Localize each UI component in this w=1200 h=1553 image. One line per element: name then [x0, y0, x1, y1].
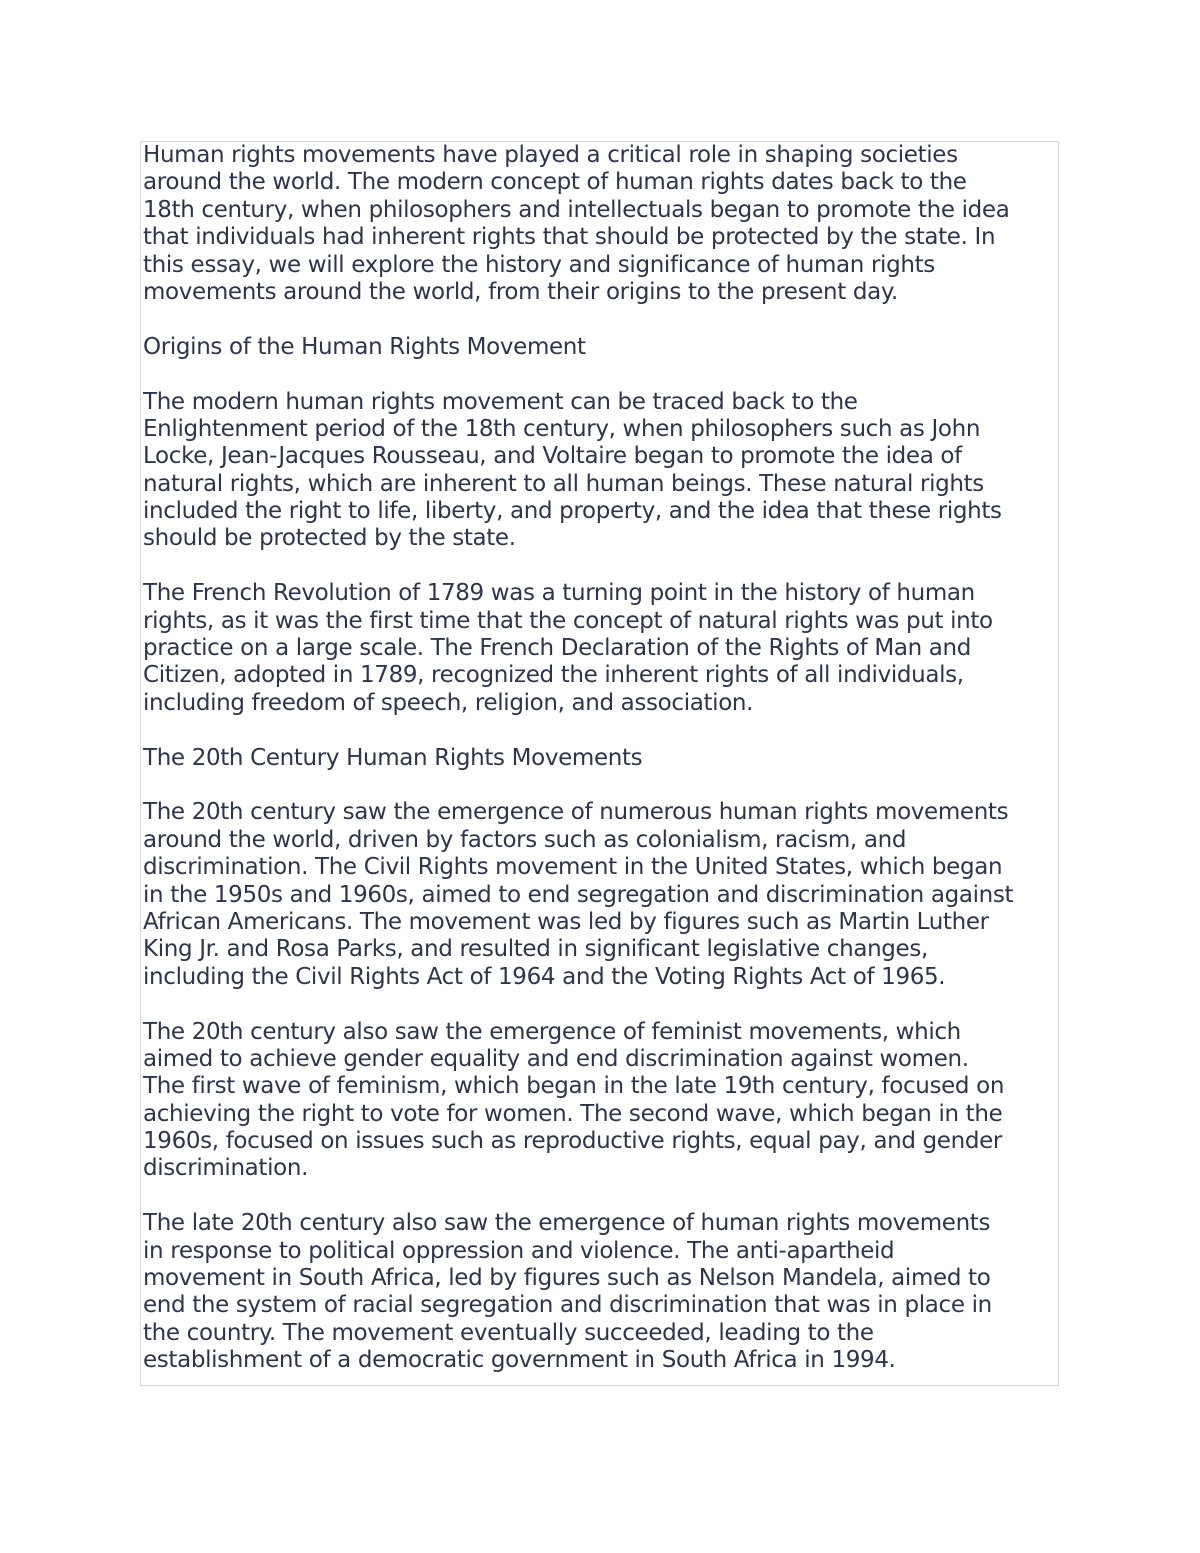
paragraph-text-line: 1960s, focused on issues such as reproductive rights, equal pay, and gender: [143, 1128, 1002, 1155]
paragraph-text-line: in the 1950s and 1960s, aimed to end segregation and discrimination against: [143, 881, 1014, 908]
paragraph-text-line: The late 20th century also saw the emergence of human rights movements: [143, 1210, 991, 1237]
paragraph-text-line: should be protected by the state.: [143, 525, 516, 552]
paragraph-text-line: Enlightenment period of the 18th century, when philosophers such as John: [143, 415, 981, 442]
paragraph-text-line: the country. The movement eventually succeeded, leading to the: [143, 1319, 874, 1346]
body-paragraph: [143, 1210, 1058, 1374]
paragraph-spacer: [143, 306, 1058, 333]
paragraph-spacer: [143, 1183, 1058, 1210]
paragraph-text-line: The French Revolution of 1789 was a turning point in the history of human: [143, 580, 975, 607]
section-heading: [143, 745, 1058, 772]
body-paragraph: [143, 1019, 1058, 1183]
paragraph-text-line: practice on a large scale. The French Declaration of the Rights of Man and: [143, 635, 971, 662]
paragraph-spacer: [143, 772, 1058, 799]
heading-text-line: Origins of the Human Rights Movement: [143, 333, 586, 360]
paragraph-text-line: natural rights, which are inherent to all human beings. These natural rights: [143, 470, 984, 497]
paragraph-text-line: discrimination.: [143, 1155, 309, 1182]
paragraph-spacer: [143, 991, 1058, 1018]
document-body: [141, 142, 1058, 1375]
paragraph-spacer: [143, 361, 1058, 388]
paragraph-text-line: African Americans. The movement was led by figures such as Martin Luther: [143, 908, 989, 935]
paragraph-text-line: establishment of a democratic government in South Africa in 1994.: [143, 1347, 896, 1374]
paragraph-text-line: Human rights movements have played a critical role in shaping societies: [143, 142, 958, 168]
paragraph-text-line: 18th century, when philosophers and intellectuals began to promote the idea: [143, 196, 1010, 223]
paragraph-text-line: Locke, Jean-Jacques Rousseau, and Voltaire began to promote the idea of: [143, 443, 962, 470]
paragraph-text-line: movements around the world, from their origins to the present day.: [143, 278, 898, 305]
paragraph-text-line: King Jr. and Rosa Parks, and resulted in significant legislative changes,: [143, 936, 928, 963]
paragraph-text-line: aimed to achieve gender equality and end discrimination against women.: [143, 1045, 969, 1072]
body-paragraph: [143, 799, 1058, 991]
paragraph-text-line: The 20th century also saw the emergence of feminist movements, which: [143, 1018, 961, 1045]
section-heading: [143, 334, 1058, 361]
paragraph-text-line: rights, as it was the first time that the concept of natural rights was put into: [143, 607, 993, 634]
paragraph-text-line: Citizen, adopted in 1789, recognized the inherent rights of all individuals,: [143, 662, 964, 689]
paragraph-spacer: [143, 553, 1058, 580]
document-text-frame: [140, 141, 1059, 1386]
paragraph-text-line: included the right to life, liberty, and property, and the idea that these rights: [143, 498, 1002, 525]
paragraph-spacer: [143, 717, 1058, 744]
paragraph-text-line: that individuals had inherent rights that should be protected by the state. In: [143, 224, 996, 251]
paragraph-text-line: movement in South Africa, led by figures such as Nelson Mandela, aimed to: [143, 1265, 991, 1292]
body-paragraph: [143, 389, 1058, 553]
paragraph-text-line: The modern human rights movement can be traced back to the: [143, 388, 858, 415]
paragraph-text-line: The first wave of feminism, which began in the late 19th century, focused on: [143, 1073, 1005, 1100]
paragraph-text-line: including freedom of speech, religion, and association.: [143, 689, 754, 716]
paragraph-text-line: including the Civil Rights Act of 1964 and the Voting Rights Act of 1965.: [143, 963, 946, 990]
paragraph-text-line: in response to political oppression and violence. The anti-apartheid: [143, 1237, 895, 1264]
paragraph-text-line: around the world. The modern concept of human rights dates back to the: [143, 169, 967, 196]
paragraph-text-line: achieving the right to vote for women. The second wave, which began in the: [143, 1100, 1003, 1127]
paragraph-text-line: discrimination. The Civil Rights movement in the United States, which began: [143, 854, 1003, 881]
body-paragraph: [143, 142, 1058, 306]
paragraph-text-line: end the system of racial segregation and discrimination that was in place in: [143, 1292, 992, 1319]
heading-text-line: The 20th Century Human Rights Movements: [143, 744, 643, 771]
paragraph-text-line: The 20th century saw the emergence of numerous human rights movements: [143, 799, 1009, 826]
body-paragraph: [143, 580, 1058, 717]
paragraph-text-line: around the world, driven by factors such as colonialism, racism, and: [143, 826, 907, 853]
paragraph-text-line: this essay, we will explore the history and significance of human rights: [143, 251, 935, 278]
